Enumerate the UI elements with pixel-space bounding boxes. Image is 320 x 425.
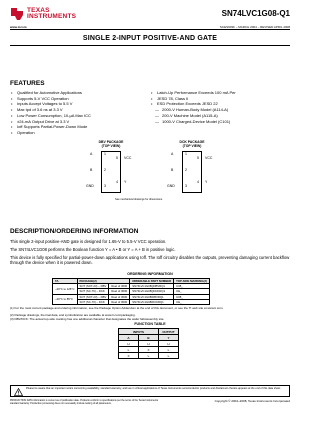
table-cell: SN74LVC1G08QDCKRQ1 [130, 289, 174, 294]
dck-pin-num: 5 [197, 156, 199, 160]
production-data-note: PRODUCTION DATA information is current as of publication date. Products conform to specifications per the terms of the Texas Instruments standard warranty. Production processing does not necessarily include testing of all parameters. [10, 399, 159, 405]
column-header: ORDERABLE PART NUMBER [130, 279, 174, 284]
feature-item-continued: • JESD 78, Class II [150, 96, 290, 102]
table-cell: –40°C to 85°C [53, 294, 78, 304]
table-cell: X [119, 353, 139, 359]
table-cell: SN74LVC1G08IDBVRQ1 [130, 294, 174, 299]
table-cell: H [139, 341, 159, 347]
ordering-heading: ORDERING INFORMATION [127, 272, 173, 276]
dck-pin-num: 3 [185, 184, 187, 188]
column-header: TA [53, 279, 78, 284]
feature-item: • Qualified for Automotive Applications [10, 90, 150, 96]
table-cell: L [159, 347, 179, 353]
group-header: INPUTS [119, 329, 159, 335]
copyright: Copyright © 2004–2008, Texas Instruments Incorporated [214, 399, 290, 403]
dbv-pin-b: B [90, 168, 93, 172]
table-cell: H [159, 341, 179, 347]
feature-subitem: — 200-V Machine Model (A115-A) [150, 113, 290, 119]
dbv-pin-num: 3 [104, 184, 106, 188]
table-cell: Reel of 3000 [109, 299, 130, 304]
description-heading: DESCRIPTION/ORDERING INFORMATION [10, 228, 139, 235]
logo-line2: INSTRUMENTS [27, 13, 77, 20]
dbv-pin-num: 4 [116, 180, 118, 184]
footnote: (2) Package drawings, thermal data, and symbolization are available at www.ti.com/packaging. [10, 313, 136, 317]
feature-subitem: — 2000-V Human-Body Model (A114-A) [150, 107, 290, 113]
column-header: B [139, 335, 159, 341]
dck-pin-num: 4 [197, 180, 199, 184]
revision-line: SCES603F – MARCH 2004 – REVISED APRIL 2008 [219, 25, 290, 29]
dbv-pin-num: 1 [104, 152, 106, 156]
ti-logo [10, 6, 78, 22]
notice-text: Please be aware that an important notice concerning availability, standard warranty, and use in critical applications of Texas Instruments semiconductor products and disclaimers thereto appears at the end of this data sheet. [26, 387, 281, 390]
dbv-package-title [86, 140, 136, 148]
table-cell: CE_ [174, 299, 210, 304]
description-paragraph: This single 2-input positive-AND gate is designed for 1.65-V to 5.5-V VCC operation. [10, 239, 167, 244]
function-table-heading: FUNCTION TABLE [134, 322, 166, 326]
group-header: OUTPUT [159, 329, 179, 335]
important-notice [10, 385, 290, 397]
dck-pin-vcc: VCC [205, 156, 213, 160]
column-header: Y [159, 335, 179, 341]
footnote: (1) For the most current package and ordering information, see the Package Option Addendum at the end of this document, or see the TI web site at www.ti.com. [10, 306, 224, 310]
dck-pin-num: 2 [185, 168, 187, 172]
dck-pin-b: B [171, 168, 174, 172]
ordering-table [52, 278, 210, 305]
dbv-pin-y: Y [124, 180, 127, 184]
description-paragraph: This device is fully specified for partial-power-down applications using Ioff. The Ioff circuitry disables the outputs, preventing damaging current backflow through the device when it is powered down. [10, 255, 290, 266]
document-title: SINGLE 2-INPUT POSITIVE-AND GATE [82, 35, 218, 42]
feature-item: • Ioff Supports Partial-Power-Down Mode [10, 124, 150, 130]
table-cell: L [159, 353, 179, 359]
website-link[interactable]: www.ti.com [10, 25, 27, 29]
feature-item: • Low Power Consumption, 10-μA Max ICC [10, 113, 150, 119]
column-header: A [119, 335, 139, 341]
features-heading: FEATURES [10, 80, 45, 87]
table-cell: L [119, 347, 139, 353]
dck-title: DCK PACKAGE [179, 140, 205, 144]
texas-state-icon [10, 7, 24, 21]
table-cell: C08_ [174, 284, 210, 289]
column-header: PACKAGE(2) [77, 279, 130, 284]
table-row [119, 353, 179, 359]
features-left-list [10, 90, 150, 136]
table-cell: SOT (SOT-23) – DBV [77, 284, 109, 289]
dbv-title: DBV PACKAGE [98, 140, 124, 144]
table-cell: –40°C to 125°C [53, 284, 78, 294]
feature-item: • Inputs Accept Voltages to 5.5 V [10, 101, 150, 107]
dbv-view: (TOP VIEW) [101, 144, 121, 148]
dbv-pin-gnd: GND [86, 184, 94, 188]
table-cell: SN74LVC1G08IDCKRQ1 [130, 299, 174, 304]
table-cell: SOT (SOT-23) – DBV [77, 294, 109, 299]
table-cell: H [119, 341, 139, 347]
table-cell: Reel of 3000 [109, 289, 130, 294]
table-cell: Reel of 3000 [109, 284, 130, 289]
header-rule [10, 29, 290, 30]
dck-pin-num: 1 [185, 152, 187, 156]
feature-item-continued: • Operation [10, 130, 150, 136]
feature-subitem: — 1000-V Charged-Device Model (C101) [150, 119, 290, 125]
table-cell: SOT (SC-70) – DCK [77, 299, 109, 304]
dbv-pin-num: 5 [116, 156, 118, 160]
table-cell: L [139, 353, 159, 359]
dbv-pin-vcc: VCC [124, 156, 132, 160]
warning-icon [14, 388, 23, 396]
description-paragraph: The SN74LVC1G08 performs the Boolean function Y = A • B or Y = A + B in positive logic. [10, 247, 176, 252]
package-note: See mechanical drawings for dimensions. [115, 198, 163, 201]
feature-item: • Max tpd of 3.6 ns at 3.3 V [10, 107, 150, 113]
logo-line1: TEXAS [27, 6, 50, 14]
table-cell: C08_ [174, 294, 210, 299]
table-cell: Reel of 3000 [109, 294, 130, 299]
feature-item: • Supports 5-V VCC Operation [10, 96, 150, 102]
dck-pin-a: A [171, 152, 174, 156]
table-cell: X [139, 347, 159, 353]
dbv-pin-a: A [90, 152, 93, 156]
feature-item: • Latch-Up Performance Exceeds 100 mA Per [150, 90, 290, 96]
function-table [118, 328, 179, 359]
title-rule [10, 45, 290, 46]
table-cell: SOT (SC-70) – DCK [77, 289, 109, 294]
part-number: SN74LVC1G08-Q1 [221, 9, 290, 18]
column-header: TOP-SIDE MARKING(3) [174, 279, 210, 284]
table-cell: SN74LVC1G08QDBVRQ1 [130, 284, 174, 289]
dck-pin-y: Y [205, 180, 208, 184]
table-cell: CE_ [174, 289, 210, 294]
table-row [53, 299, 210, 304]
features-right-list [150, 90, 290, 124]
dck-view: (TOP VIEW) [182, 144, 202, 148]
dbv-pin-num: 2 [104, 168, 106, 172]
dck-pin-gnd: GND [167, 184, 175, 188]
dck-package-title [167, 140, 217, 148]
feature-item: • ±24-mA Output Drive at 3.3 V [10, 119, 150, 125]
feature-item: • ESD Protection Exceeds JESD 22 [150, 101, 290, 107]
footnote: (3) DBV/DCK: The actual top-side marking has one additional character that designates the wafer fab/assembly site. [10, 317, 165, 321]
